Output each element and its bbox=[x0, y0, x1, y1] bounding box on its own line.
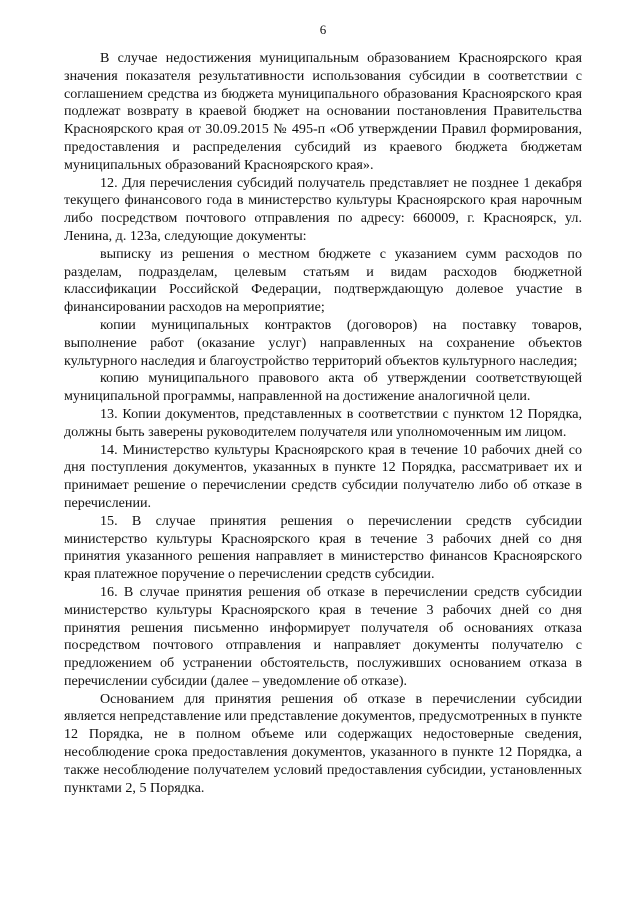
paragraph-subsidy-return: В случае недостижения муниципальным образованием Красноярского края значения показателя результативности использования субсидии в соответствии с соглашением средства из бюджета муниципального образования Красноярского края подлежат возврату в краевой бюджет на основании постановления Правительства Красноярского края от 30.09.2015 № 495-п «Об утверждении Правил формирования, предоставления и распределения субсидий из краевого бюджета бюджетам муниципальных образований Красноярского края». bbox=[64, 50, 582, 173]
document-body bbox=[64, 50, 582, 797]
list-item-contract-copies: копии муниципальных контрактов (договоров) на поставку товаров, выполнение работ (оказание услуг) направленных на сохранение объектов культурного наследия и благоустройство территорий объектов культурного наследия; bbox=[64, 316, 582, 369]
paragraph-refusal-grounds: Основанием для принятия решения об отказе в перечислении субсидии является непредставление или представление документов, предусмотренных в пункте 12 Порядка, не в полном объеме или содержащих недостоверные сведения, несоблюдение срока предоставления документов, указанного в пункте 12 Порядка, а также несоблюдение получателем условий предоставления субсидии, установленных пунктами 2, 5 Порядка. bbox=[64, 690, 582, 796]
paragraph-12-documents: 12. Для перечисления субсидий получатель представляет не позднее 1 декабря текущего финансового года в министерство культуры Красноярского края нарочным либо посредством почтового отправления по адресу: 660009, г. Красноярск, ул. Ленина, д. 123а, следующие документы: bbox=[64, 174, 582, 244]
paragraph-13-certification: 13. Копии документов, представленных в соответствии с пунктом 12 Порядка, должны быть заверены руководителем получателя или уполномоченным им лицом. bbox=[64, 405, 582, 440]
paragraph-16-refusal: 16. В случае принятия решения об отказе в перечислении средств субсидии министерство культуры Красноярского края в течение 3 рабочих дней со дня принятия решения письменно информирует получателя об основаниях отказа посредством почтового отправления и направляет документы получателю с предложением об устранении обстоятельств, послуживших основанием отказа в перечислении субсидии (далее – уведомление об отказе). bbox=[64, 583, 582, 689]
paragraph-14-review: 14. Министерство культуры Красноярского края в течение 10 рабочих дней со дня поступления документов, указанных в пункте 12 Порядка, рассматривает их и принимает решение о перечислении средств субсидии получателю либо об отказе в перечислении. bbox=[64, 441, 582, 511]
list-item-legal-act-copy: копию муниципального правового акта об утверждении соответствующей муниципальной программы, направленной на достижение аналогичной цели. bbox=[64, 370, 582, 405]
paragraph-15-transfer: 15. В случае принятия решения о перечислении средств субсидии министерство культуры Красноярского края в течение 3 рабочих дней со дня принятия указанного решения направляет в министерство финансов Красноярского края платежное поручение о перечислении средств субсидии. bbox=[64, 512, 582, 583]
page-number: 6 bbox=[319, 22, 327, 37]
list-item-budget-extract: выписку из решения о местном бюджете с указанием сумм расходов по разделам, подразделам, целевым статьям и видам расходов бюджетной классификации Российской Федерации, подтверждающую долевое участие в финансировании расходов на мероприятие; bbox=[64, 245, 582, 316]
